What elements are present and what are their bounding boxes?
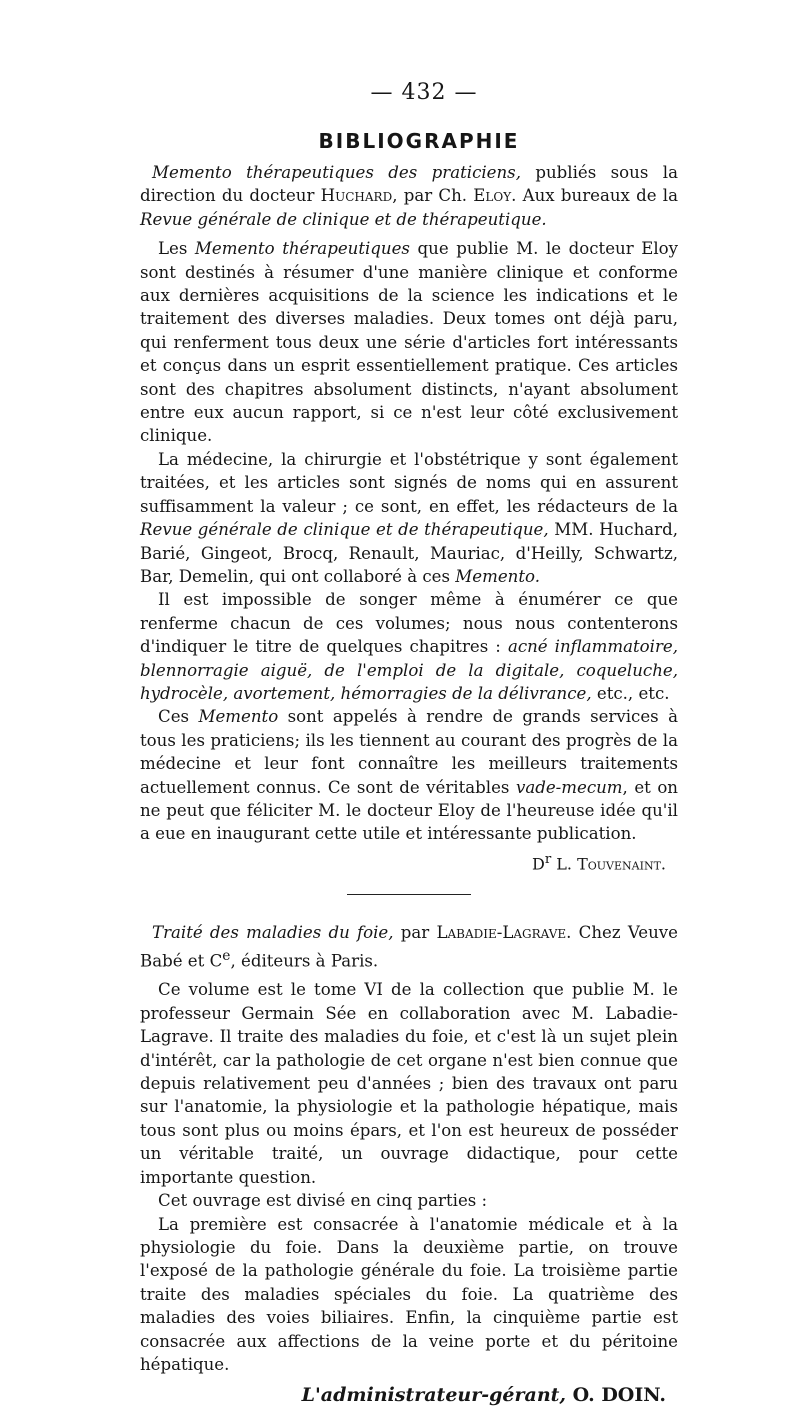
entry-1-paragraph-3: Il est impossible de songer même à énumérer ce que renferme chacun de ces volumes; nous nous contenterons d'indiquer le titre de quelques chapitres : acné inflammatoire, blennorragie aiguë, de l'emploi de la digitale, coqueluche, hydrocèle, avortement, hémorragies de la délivrance, etc., etc. (140, 590, 678, 703)
entry-2-paragraph-1: Ce volume est le tome VI de la collection que publie M. le professeur Germain Sée en collaboration avec M. Labadie-Lagrave. Il traite des maladies du foie, et c'est là un sujet plein d'intérêt, car la pathologie de cet organe n'est bien connue que depuis relativement peu d'années ; bien des travaux ont paru sur l'anatomie, la physiologie et la pathologie hépatique, mais tous sont plus ou moins épars, et l'on est heureux de posséder un véritable traité, un ouvrage didactique, pour cette importante question. (140, 980, 678, 1187)
section-heading: BIBLIOGRAPHIE (318, 129, 520, 153)
editor-name: Huchard (320, 186, 393, 206)
entry-1-paragraph-1: Les Memento thérapeutiques que publie M. le docteur Eloy sont destinés à résumer d'une manière clinique et conforme aux dernières acquisitions de la science les indications et le traitement des diverses maladies. Deux tomes ont déjà paru, qui renferment tous deux une série d'articles fort intéressants et conçus dans un esprit essentiellement pratique. Ces articles sont des chapitres absolument distincts, n'ayant absolument entre eux aucun rapport, si ce n'est leur côté exclusivement clinique. (140, 239, 678, 446)
entry-1-title: Memento thérapeutiques des praticiens, (152, 163, 521, 182)
publisher-signature: L'administrateur-gérant, O. DOIN. (301, 1384, 666, 1406)
entry-1-paragraph-2: La médecine, la chirurgie et l'obstétrique y sont également traitées, et les articles sont signés de noms qui en assurent suffisamment la valeur ; ce sont, en effet, les rédacteurs de la Revue générale de clinique et de thérapeutique, MM. Huchard, Barié, Gingeot, Brocq, Renault, Mauriac, d'Heilly, Schwartz, Bar, Demelin, qui ont collaboré à ces Memento. (140, 449, 678, 586)
journal-name: Revue générale de clinique et de thérapeutique. (140, 209, 547, 229)
entry-1-citation: Memento thérapeutiques des praticiens, publiés sous la direction du docteur Huchard, par Ch. Eloy. Aux bureaux de la Revue générale de clinique et de thérapeutique. (140, 163, 678, 229)
page-number: — 432 — (370, 80, 478, 105)
entry-2-title: Traité des maladies du foie, (152, 923, 394, 943)
author-name: Eloy (473, 186, 512, 206)
author-name: Labadie-Lagrave (436, 923, 567, 943)
entry-1-paragraph-4: Ces Memento sont appelés à rendre de grands services à tous les praticiens; ils les tiennent au courant des progrès de la médecine et leur font connaître les meilleurs traitements actuellement connus. Ce sont de véritables vade-mecum, et on ne peut que féliciter M. le docteur Eloy de l'heureuse idée qu'il a eue en inaugurant cette utile et intéressante publication. (140, 707, 678, 844)
review-signature: $D^r$ L. Touvenaint. (532, 851, 666, 874)
section-separator (347, 894, 471, 895)
entry-2-citation: Traité des maladies du foie, par Labadie-Lagrave. Chez Veuve Babé et Ce, éditeurs à Paris. (140, 923, 679, 971)
entry-2-paragraph-3: La première est consacrée à l'anatomie médicale et à la physiologie du foie. Dans la deuxième partie, on trouve l'exposé de la pathologie générale du foie. La troisième partie traite des maladies spéciales du foie. La quatrième des maladies des voies biliaires. Enfin, la cinquième partie est consacrée aux affections de la veine porte et du péritoine hépatique. (140, 1214, 678, 1374)
entry-2-paragraph-2: Cet ouvrage est divisé en cinq parties : (158, 1191, 488, 1211)
